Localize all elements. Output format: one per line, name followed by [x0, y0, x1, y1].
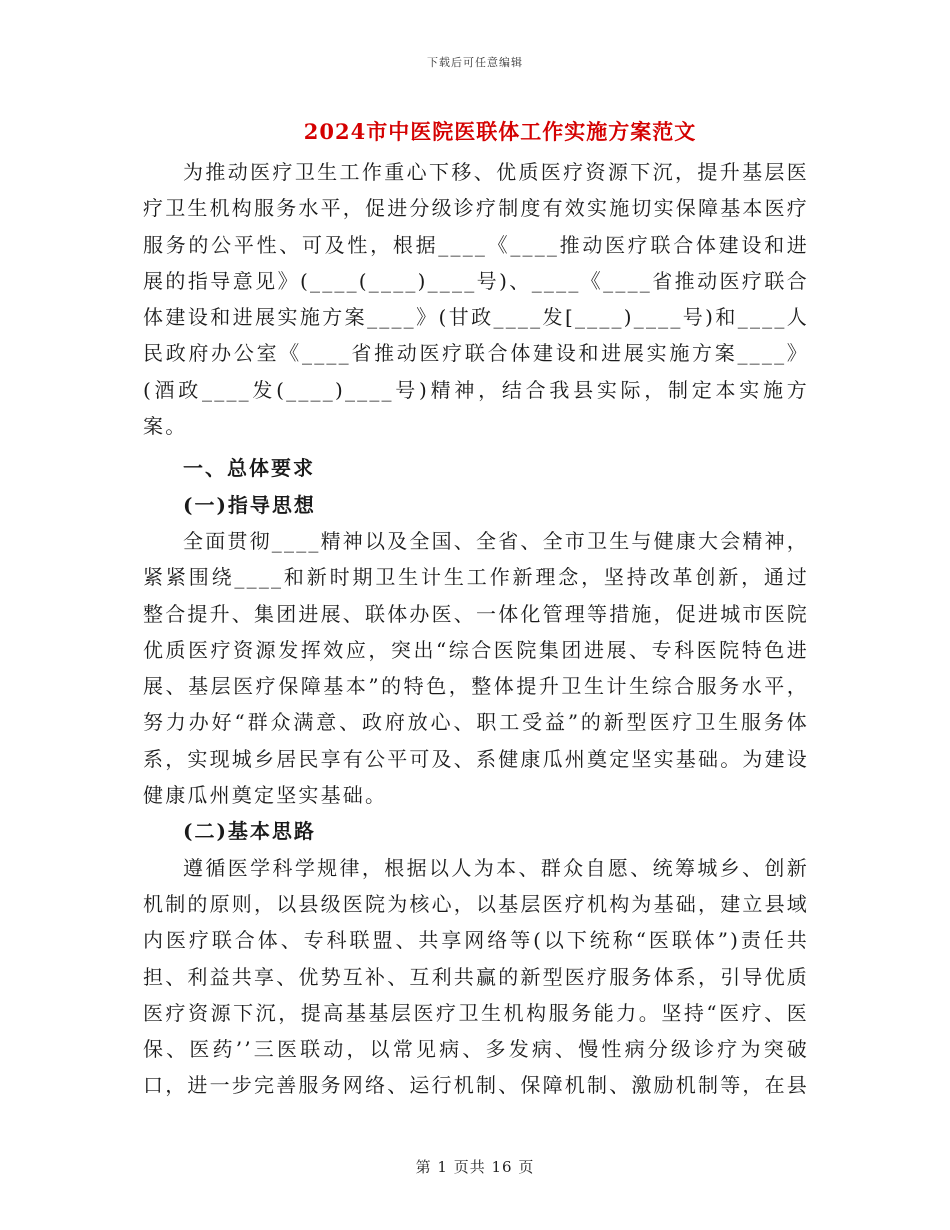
document-title: 2024市中医院医联体工作实施方案范文: [303, 119, 697, 144]
page-number-footer: 第 1 页共 16 页: [415, 1158, 535, 1176]
basic-approach-paragraph: 遵循医学科学规律，根据以人为本、群众自愿、统筹城乡、创新机制的原则，以县级医院为核心，以基层医疗机构为基础，建立县域内医疗联合体、专科联盟、共享网络等(以下统称“医联体”)责任共担、利益共享、优势互补、互利共赢的新型医疗服务体系，引导优质医疗资源下沉，提高基基层医疗卫生机构服务能力。坚持“医疗、医保、医药’’三医联动，以常见病、多发病、慢性病分级诊疗为突破口，进一步完善服务网络、运行机制、保障机制、激励机制等，在县: [143, 855, 809, 1098]
subsection-heading-basic-approach: (二)基本思路: [183, 819, 316, 844]
subsection-heading-guiding-ideology: (一)指导思想: [183, 492, 316, 517]
guiding-ideology-paragraph: 全面贯彻____精神以及全国、全省、全市卫生与健康大会精神，紧紧围绕____和新时期卫生计生工作新理念，坚持改革创新，通过整合提升、集团进展、联体办医、一体化管理等措施，促进城市医院优质医疗资源发挥效应，突出“综合医院集团进展、专科医院特色进展、基层医疗保障基本”的特色，整体提升卫生计生综合服务水平，努力办好“群众满意、政府放心、职工受益”的新型医疗卫生服务体系，实现城乡居民享有公平可及、系健康瓜州奠定坚实基础。为建设健康瓜州奠定坚实基础。: [143, 528, 809, 808]
document-body: [143, 154, 809, 1104]
section-heading-overall-requirements: 一、总体要求: [183, 456, 315, 481]
intro-paragraph: 为推动医疗卫生工作重心下移、优质医疗资源下沉，提升基层医疗卫生机构服务水平，促进分级诊疗制度有效实施切实保障基本医疗服务的公平性、可及性，根据____《____推动医疗联合体建设和进展的指导意见》(____(____)____号)、____《____省推动医疗联合体建设和进展实施方案____》(甘政____发[____)____号)和____人民政府办公室《____省推动医疗联合体建设和进展实施方案____》(酒政____发(____)____号)精神，结合我县实际，制定本实施方案。: [143, 160, 809, 439]
page-header-note: 下载后可任意编辑: [427, 56, 523, 69]
